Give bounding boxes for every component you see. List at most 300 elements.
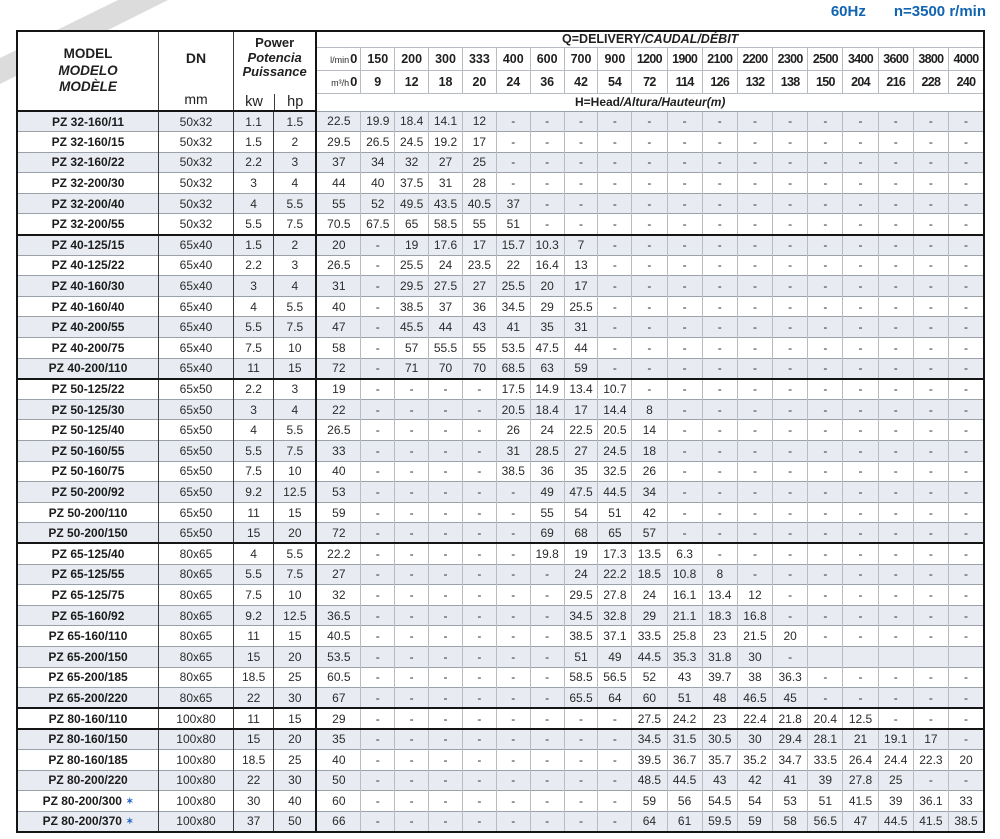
head-cell: - <box>462 379 496 400</box>
head-cell: - <box>395 585 429 606</box>
head-cell <box>913 646 948 667</box>
head-cell: 8 <box>702 564 737 585</box>
head-cell: 72 <box>316 358 360 379</box>
table-row <box>17 482 984 503</box>
model-cell: PZ 65-125/40 <box>17 543 159 564</box>
head-cell: 50 <box>316 770 360 791</box>
head-cell: - <box>530 708 564 729</box>
head-cell: - <box>913 358 948 379</box>
head-cell: - <box>564 791 598 812</box>
dn-cell: 65x40 <box>159 255 234 276</box>
flow-m3h-9: 9 <box>361 71 395 94</box>
head-cell: - <box>913 379 948 400</box>
head-cell: 31.8 <box>702 646 737 667</box>
head-cell: - <box>913 420 948 441</box>
power-column-header <box>233 31 316 111</box>
head-cell: 28 <box>462 173 496 194</box>
hp-cell: 3 <box>274 379 316 400</box>
head-cell: - <box>737 523 772 544</box>
head-cell: - <box>913 255 948 276</box>
head-cell: 21.5 <box>737 626 772 647</box>
head-cell: 59 <box>737 811 772 832</box>
flow-m3h-24: 24 <box>496 71 530 94</box>
head-cell: - <box>913 543 948 564</box>
table-row <box>17 543 984 564</box>
head-cell: 38.5 <box>564 626 598 647</box>
flow-lmin-200: 200 <box>395 47 429 71</box>
hp-cell: 15 <box>274 502 316 523</box>
dn-cell: 65x50 <box>159 441 234 462</box>
head-cell: - <box>773 276 808 297</box>
head-cell: - <box>667 214 702 235</box>
head-cell: - <box>632 379 667 400</box>
dn-column-header <box>159 31 234 111</box>
head-cell: - <box>395 441 429 462</box>
head-cell: 17 <box>564 276 598 297</box>
head-cell: 32.5 <box>598 461 632 482</box>
head-cell: - <box>878 482 913 503</box>
head-cell: - <box>496 667 530 688</box>
head-cell: 26.5 <box>361 132 395 153</box>
hp-cell: 20 <box>274 523 316 544</box>
head-cell: - <box>878 605 913 626</box>
head-cell: 19 <box>564 543 598 564</box>
head-cell: - <box>913 626 948 647</box>
head-cell: - <box>667 276 702 297</box>
dn-cell: 50x32 <box>159 152 234 173</box>
head-cell: - <box>808 111 843 132</box>
head-cell: - <box>429 482 463 503</box>
head-cell: - <box>878 173 913 194</box>
head-cell: 27 <box>316 564 360 585</box>
head-cell: - <box>949 441 984 462</box>
table-row <box>17 461 984 482</box>
head-cell: - <box>702 338 737 359</box>
dn-cell: 100x80 <box>159 791 234 812</box>
head-cell: 17 <box>564 399 598 420</box>
head-cell: - <box>530 605 564 626</box>
head-cell: 55 <box>530 502 564 523</box>
flow-m3h-126: 126 <box>702 71 737 94</box>
head-cell: - <box>496 791 530 812</box>
head-cell: - <box>808 358 843 379</box>
head-cell: 24.2 <box>667 708 702 729</box>
head-cell: - <box>913 296 948 317</box>
dn-cell: 80x65 <box>159 585 234 606</box>
head-cell: 18.4 <box>530 399 564 420</box>
head-cell: - <box>878 688 913 709</box>
hp-cell: 7.5 <box>274 214 316 235</box>
head-cell: 38.5 <box>949 811 984 832</box>
dn-unit-label: mm <box>184 91 208 107</box>
head-cell: 72 <box>316 523 360 544</box>
hp-cell: 40 <box>274 791 316 812</box>
flow-m3h-228: 228 <box>913 71 948 94</box>
head-cell: 13.4 <box>564 379 598 400</box>
head-cell: - <box>429 667 463 688</box>
head-cell: - <box>667 441 702 462</box>
head-cell: - <box>913 399 948 420</box>
head-cell: 38.5 <box>496 461 530 482</box>
model-cell: PZ 80-200/300 ✶ <box>17 791 159 812</box>
head-cell <box>808 646 843 667</box>
kw-cell: 11 <box>233 626 273 647</box>
flow-m3h-42: 42 <box>564 71 598 94</box>
head-cell: 36.1 <box>913 791 948 812</box>
head-cell: - <box>913 564 948 585</box>
head-cell: - <box>395 502 429 523</box>
head-cell: - <box>737 441 772 462</box>
head-cell: - <box>598 132 632 153</box>
flow-m3h-12: 12 <box>395 71 429 94</box>
head-cell: 65 <box>598 523 632 544</box>
hp-cell: 25 <box>274 667 316 688</box>
head-cell: - <box>808 482 843 503</box>
head-cell: - <box>361 564 395 585</box>
hp-cell: 10 <box>274 461 316 482</box>
head-cell: - <box>878 379 913 400</box>
head-cell: - <box>878 420 913 441</box>
head-cell: 28.1 <box>808 729 843 750</box>
head-cell: - <box>737 482 772 503</box>
head-cell: - <box>395 379 429 400</box>
table-row <box>17 441 984 462</box>
head-cell: - <box>949 482 984 503</box>
model-cell: PZ 50-160/55 <box>17 441 159 462</box>
head-cell: - <box>702 296 737 317</box>
head-cell: - <box>843 502 878 523</box>
head-cell: - <box>395 543 429 564</box>
kw-cell: 1.1 <box>233 111 273 132</box>
head-cell: - <box>808 338 843 359</box>
head-cell: - <box>737 317 772 338</box>
model-cell: PZ 40-200/55 <box>17 317 159 338</box>
model-cell: PZ 40-200/75 <box>17 338 159 359</box>
head-cell: - <box>737 502 772 523</box>
hp-cell: 1.5 <box>274 111 316 132</box>
head-cell: 19.8 <box>530 543 564 564</box>
flow-m3h-20: 20 <box>462 71 496 94</box>
head-cell: 44 <box>564 338 598 359</box>
head-cell: 51 <box>564 646 598 667</box>
head-cell: - <box>773 173 808 194</box>
head-cell: - <box>949 296 984 317</box>
head-cell: 8 <box>632 399 667 420</box>
head-cell: 66 <box>316 811 360 832</box>
head-cell: - <box>773 296 808 317</box>
head-cell: 35 <box>316 729 360 750</box>
head-cell: 53 <box>773 791 808 812</box>
head-cell: - <box>878 193 913 214</box>
head-cell: 25.5 <box>395 255 429 276</box>
head-cell: 34.5 <box>496 296 530 317</box>
head-cell: - <box>361 379 395 400</box>
power-label-es: Potencia <box>247 49 302 65</box>
head-cell: 25.8 <box>667 626 702 647</box>
head-cell: - <box>530 811 564 832</box>
head-cell: - <box>773 214 808 235</box>
head-cell: 20 <box>530 276 564 297</box>
flow-lmin-3800: 3800 <box>913 47 948 71</box>
head-cell: 57 <box>395 338 429 359</box>
head-cell: 25.5 <box>564 296 598 317</box>
head-cell: - <box>496 646 530 667</box>
head-cell: - <box>949 132 984 153</box>
head-cell: 41.5 <box>843 791 878 812</box>
head-cell: - <box>773 441 808 462</box>
kw-cell: 30 <box>233 791 273 812</box>
head-cell: 27 <box>564 441 598 462</box>
head-cell: 40 <box>316 749 360 770</box>
head-cell: - <box>773 461 808 482</box>
kw-cell: 4 <box>233 296 273 317</box>
hp-unit-label: hp <box>274 94 315 110</box>
hp-cell: 4 <box>274 276 316 297</box>
head-cell: 37.5 <box>395 173 429 194</box>
head-cell: - <box>913 235 948 256</box>
head-cell: 42 <box>632 502 667 523</box>
head-cell: 70.5 <box>316 214 360 235</box>
head-cell: - <box>808 132 843 153</box>
model-cell: PZ 50-200/110 <box>17 502 159 523</box>
table-row <box>17 791 984 812</box>
head-cell: 10.7 <box>598 379 632 400</box>
head-cell: 57 <box>632 523 667 544</box>
hp-cell: 12.5 <box>274 482 316 503</box>
dn-cell: 65x40 <box>159 317 234 338</box>
head-cell: - <box>702 255 737 276</box>
head-cell: - <box>737 420 772 441</box>
head-cell: - <box>702 441 737 462</box>
head-cell: - <box>564 132 598 153</box>
head-cell: 51 <box>496 214 530 235</box>
head-cell: - <box>395 461 429 482</box>
head-cell: - <box>429 749 463 770</box>
head-cell: - <box>496 132 530 153</box>
head-cell: 22 <box>316 399 360 420</box>
head-cell: 37 <box>429 296 463 317</box>
head-cell: - <box>361 296 395 317</box>
head-cell: 24 <box>632 585 667 606</box>
head-cell: - <box>361 441 395 462</box>
flow-lmin-700: 700 <box>564 47 598 71</box>
head-cell: - <box>667 482 702 503</box>
head-cell: 22.5 <box>316 111 360 132</box>
flow-lmin-2300: 2300 <box>773 47 808 71</box>
head-cell: - <box>429 708 463 729</box>
head-cell: - <box>632 214 667 235</box>
head-cell: - <box>530 193 564 214</box>
hp-cell: 7.5 <box>274 564 316 585</box>
head-cell: - <box>913 441 948 462</box>
head-cell: - <box>913 317 948 338</box>
flow-lmin-150: 150 <box>361 47 395 71</box>
head-cell: 25 <box>878 770 913 791</box>
head-cell: 52 <box>361 193 395 214</box>
hp-cell: 2 <box>274 132 316 153</box>
head-cell: - <box>667 358 702 379</box>
head-cell: - <box>878 358 913 379</box>
head-cell: 44.5 <box>598 482 632 503</box>
table-row <box>17 729 984 750</box>
head-cell: - <box>598 338 632 359</box>
head-cell: - <box>361 523 395 544</box>
model-cell: PZ 80-160/110 <box>17 708 159 729</box>
kw-cell: 5.5 <box>233 317 273 338</box>
head-cell <box>878 646 913 667</box>
head-cell: - <box>737 564 772 585</box>
head-cell: 24.5 <box>395 132 429 153</box>
head-cell: 20 <box>316 235 360 256</box>
head-cell: - <box>361 502 395 523</box>
head-cell: - <box>530 626 564 647</box>
head-cell: 27 <box>462 276 496 297</box>
head-cell: 47.5 <box>530 338 564 359</box>
head-cell: - <box>913 502 948 523</box>
head-cell: 22.2 <box>598 564 632 585</box>
hp-cell: 5.5 <box>274 193 316 214</box>
dn-cell: 50x32 <box>159 111 234 132</box>
head-cell: 24.5 <box>598 441 632 462</box>
head-cell: - <box>949 708 984 729</box>
kw-cell: 37 <box>233 811 273 832</box>
head-cell: 29 <box>316 708 360 729</box>
head-cell: - <box>429 523 463 544</box>
head-cell: 13.5 <box>632 543 667 564</box>
head-cell: - <box>598 296 632 317</box>
kw-cell: 2.2 <box>233 255 273 276</box>
head-cell: - <box>530 770 564 791</box>
flow-m3h-36: 36 <box>530 71 564 94</box>
head-cell: - <box>773 235 808 256</box>
table-row <box>17 626 984 647</box>
head-cell: 51 <box>598 502 632 523</box>
head-cell: - <box>361 420 395 441</box>
head-cell: - <box>878 255 913 276</box>
head-cell: - <box>598 791 632 812</box>
head-cell: - <box>564 729 598 750</box>
head-cell: - <box>530 152 564 173</box>
dn-cell: 65x40 <box>159 296 234 317</box>
head-cell: 63 <box>530 358 564 379</box>
dn-cell: 80x65 <box>159 626 234 647</box>
head-cell: 18.4 <box>395 111 429 132</box>
hp-cell: 20 <box>274 646 316 667</box>
head-cell: 37.1 <box>598 626 632 647</box>
head-cell: - <box>496 811 530 832</box>
hp-cell: 5.5 <box>274 296 316 317</box>
head-cell: - <box>808 564 843 585</box>
head-cell: - <box>913 461 948 482</box>
head-cell: - <box>773 193 808 214</box>
head-cell: 31 <box>496 441 530 462</box>
head-cell: 54.5 <box>702 791 737 812</box>
head-cell: - <box>564 811 598 832</box>
hp-cell: 30 <box>274 688 316 709</box>
head-cell: - <box>395 749 429 770</box>
head-cell: - <box>598 173 632 194</box>
head-cell: - <box>949 173 984 194</box>
head-cell: - <box>843 667 878 688</box>
table-row <box>17 214 984 235</box>
head-cell: - <box>598 770 632 791</box>
head-cell: - <box>702 214 737 235</box>
hp-cell: 5.5 <box>274 420 316 441</box>
head-cell: - <box>429 564 463 585</box>
head-cell: - <box>913 276 948 297</box>
head-cell: - <box>913 585 948 606</box>
head-cell: - <box>462 605 496 626</box>
head-cell: - <box>949 420 984 441</box>
head-cell: - <box>949 214 984 235</box>
hp-cell: 25 <box>274 749 316 770</box>
head-cell: 25 <box>462 152 496 173</box>
kw-cell: 1.5 <box>233 132 273 153</box>
head-cell: - <box>913 667 948 688</box>
head-cell: 69 <box>530 523 564 544</box>
hp-cell: 7.5 <box>274 441 316 462</box>
kw-cell: 3 <box>233 276 273 297</box>
head-cell: - <box>843 543 878 564</box>
head-cell: - <box>702 461 737 482</box>
flow-m3h-204: 204 <box>843 71 878 94</box>
head-cell: 32 <box>395 152 429 173</box>
flow-m3h-240: 240 <box>949 71 984 94</box>
head-cell: 53.5 <box>316 646 360 667</box>
head-cell: 31 <box>429 173 463 194</box>
head-cell: - <box>702 502 737 523</box>
head-cell: 43 <box>462 317 496 338</box>
model-cell: PZ 50-125/22 <box>17 379 159 400</box>
hp-cell: 3 <box>274 152 316 173</box>
head-cell: - <box>843 358 878 379</box>
head-cell: 33 <box>949 791 984 812</box>
head-cell: - <box>808 585 843 606</box>
table-row <box>17 152 984 173</box>
head-cell: 67.5 <box>361 214 395 235</box>
head-cell: - <box>913 338 948 359</box>
head-cell: - <box>530 564 564 585</box>
head-cell: - <box>361 338 395 359</box>
head-cell: - <box>462 646 496 667</box>
kw-cell: 22 <box>233 688 273 709</box>
model-cell: PZ 65-125/55 <box>17 564 159 585</box>
flow-lmin-2500: 2500 <box>808 47 843 71</box>
head-cell <box>949 646 984 667</box>
head-cell: 25.5 <box>496 276 530 297</box>
head-cell: - <box>773 564 808 585</box>
head-cell: - <box>702 379 737 400</box>
head-cell: 24 <box>530 420 564 441</box>
head-cell: 14.4 <box>598 399 632 420</box>
head-cell: - <box>429 626 463 647</box>
head-cell: - <box>598 214 632 235</box>
table-row <box>17 358 984 379</box>
head-cell: - <box>843 441 878 462</box>
head-cell: 26.4 <box>843 749 878 770</box>
head-cell: - <box>843 626 878 647</box>
flow-unit-cell-m3h: m³/h0 <box>316 71 360 94</box>
head-cell: - <box>361 255 395 276</box>
head-cell: 64 <box>632 811 667 832</box>
head-cell: - <box>949 111 984 132</box>
kw-cell: 7.5 <box>233 338 273 359</box>
head-cell: - <box>496 482 530 503</box>
head-cell: 70 <box>462 358 496 379</box>
head-cell: - <box>949 461 984 482</box>
flow-lmin-300: 300 <box>429 47 463 71</box>
hp-cell: 10 <box>274 338 316 359</box>
